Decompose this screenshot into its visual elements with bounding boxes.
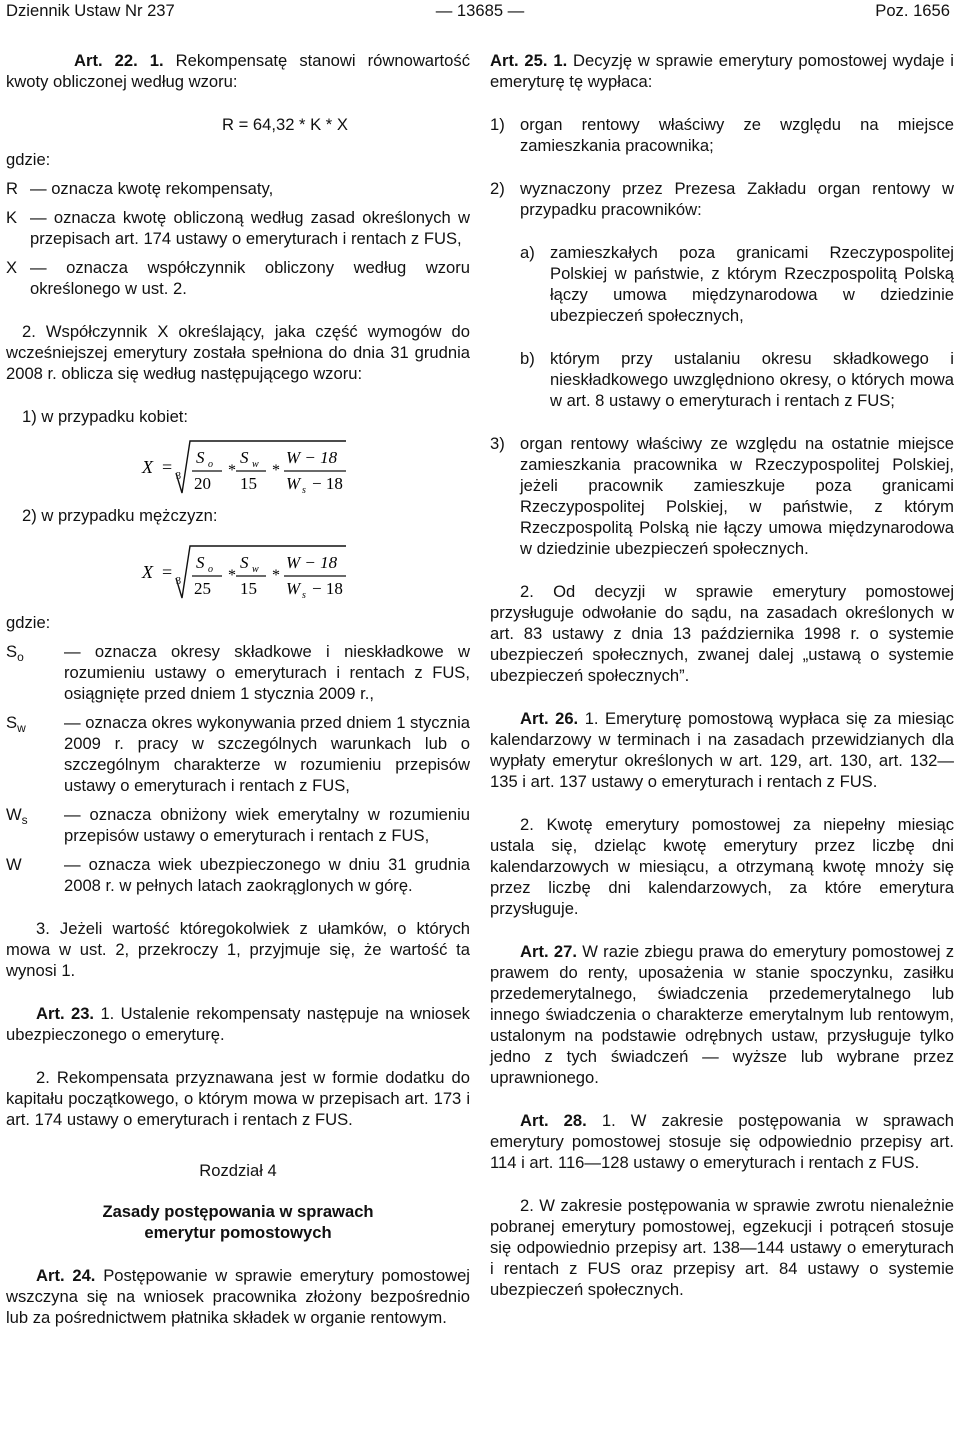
f1-so: S xyxy=(196,448,205,467)
formula-r: R = 64,32 * K * X xyxy=(222,115,348,134)
definition-k-text: — oznacza kwotę obliczoną według zasad określonych w przepisach art. 174 ustawy o emeryturach i rentach z FUS, xyxy=(30,208,470,248)
f2-ws-tail: − 18 xyxy=(312,579,343,598)
f2-so-sub: o xyxy=(208,564,213,575)
f1-star2: * xyxy=(272,462,280,479)
art24-heading: Art. 24. xyxy=(36,1266,96,1285)
f1-sw: S xyxy=(240,448,249,467)
art22-text: Rekompensatę stanowi równowartość kwoty obliczonej według wzoru: xyxy=(6,51,470,91)
f2-ws: W xyxy=(286,579,301,598)
f1-so-sub: o xyxy=(208,459,213,470)
gdzie-label-1: gdzie: xyxy=(6,150,51,169)
f2-root-index: 3 xyxy=(176,576,181,587)
art23-heading: Art. 23. xyxy=(36,1004,95,1023)
f2-w: W − 18 xyxy=(286,553,338,572)
definitions-2 xyxy=(6,641,470,896)
definition-r-text: — oznacza kwotę rekompensaty, xyxy=(30,179,274,198)
journal-title: Dziennik Ustaw Nr 237 xyxy=(6,1,175,20)
definition-r xyxy=(6,178,470,199)
list-item-1: 1) organ rentowy właściwy ze względu na miejsce zamieszkania pracownika; xyxy=(490,115,954,155)
f1-eq: = xyxy=(162,457,173,477)
definition-sw-text: — oznacza okres wykonywania przed dniem 1 stycznia 2009 r. pracy w szczególnych warunkach lub o szczególnym charakterze w rozumieniu przepisów ustawy o emeryturach i rentach z FUS, xyxy=(64,713,470,795)
art24-paragraph: Art. 24. Postępowanie w sprawie emerytury pomostowej wszczyna się na wniosek pracownika złożony bezpośrednio lub za pośrednictwem płatnika składek w organie rentowym. xyxy=(6,1266,470,1327)
formula-women xyxy=(136,433,356,499)
f1-w: W − 18 xyxy=(286,448,338,467)
symbol-so: $S_o$ xyxy=(6,642,24,664)
definition-x-text: — oznacza współczynnik obliczony według wzoru określonego w ust. 2. xyxy=(30,258,470,298)
definition-w-text: — oznacza wiek ubezpieczonego w dniu 31 grudnia 2008 r. w pełnych latach zaokrąglonych w górę. xyxy=(64,855,470,895)
f2-sw-sub: w xyxy=(252,564,259,575)
art22-heading: Art. 22. 1. xyxy=(74,51,164,70)
sublist xyxy=(490,242,954,411)
paragraph-3: 3. Jeżeli wartość któregokolwiek z ułamków, o których mowa w ust. 2, przekroczy 1, przyjmuje się, że wartość ta wynosi 1. xyxy=(6,919,470,980)
left-column xyxy=(6,50,470,1328)
art25-paragraph1: Art. 25. 1. Decyzję w sprawie emerytury pomostowej wydaje i emeryturę tę wypłaca: xyxy=(490,51,954,91)
f1-d2: 15 xyxy=(240,474,257,493)
formula-men xyxy=(136,538,356,604)
position-number: Poz. 1656 xyxy=(875,1,950,20)
f2-eq: = xyxy=(162,562,173,582)
definition-so-text: — oznacza okresy składkowe i nieskładkowe w rozumieniu ustawy o emeryturach i rentach z FUS, osiągnięte przed dniem 1 stycznia 2009 r., xyxy=(64,642,470,703)
symbol-w: W xyxy=(6,855,22,874)
definition-ws xyxy=(6,804,470,846)
case-women: 1) w przypadku kobiet: xyxy=(22,407,189,426)
symbol-sw: $S_w$ xyxy=(6,713,26,735)
f2-star1: * xyxy=(228,567,236,584)
f2-d2: 15 xyxy=(240,579,257,598)
case-men: 2) w przypadku mężczyzn: xyxy=(22,506,218,525)
chapter-title: Zasady postępowania w sprawach emerytur pomostowych xyxy=(102,1202,374,1242)
page-header xyxy=(0,0,960,28)
f2-star2: * xyxy=(272,567,280,584)
symbol-k: K xyxy=(6,208,18,227)
f1-ws: W xyxy=(286,474,301,493)
definition-w xyxy=(6,854,470,896)
f2-sw: S xyxy=(240,553,249,572)
art26-paragraph1: Art. 26. 1. Emeryturę pomostową wypłaca się za miesiąc kalendarzowy w terminach i na zasadach przewidzianych dla wypłaty emerytur określonych w art. 129, art. 130, art. 132—135 i art. 137 ustawy o emeryturach i rentach z FUS. xyxy=(490,709,954,791)
f1-ws-tail: − 18 xyxy=(312,474,343,493)
symbol-x: X xyxy=(6,258,18,277)
art26-paragraph2: 2. Kwotę emerytury pomostowej za niepełny miesiąc ustala się, dzieląc kwotę emerytury przez liczbę dni kalendarzowych w miesiącu, a otrzymaną kwotę mnoży się przez liczbę dni kalendarzowych, za które emerytura przysługuje. xyxy=(490,815,954,918)
art25-heading: Art. 25. 1. xyxy=(490,51,568,70)
list-item-3: 3) organ rentowy właściwy ze względu na ostatnie miejsce zamieszkania pracownika w Rzeczypospolitej Polskiej, jeżeli pracownik zamieszkuje poza granicami Rzeczypospolitej Polskiej, w państwie, z którym Rzeczpospolitą Polską nie łączy umowa międzynarodowa w dziedzinie ubezpieczeń społecznych. xyxy=(490,434,954,558)
f1-ws-sub: s xyxy=(302,485,306,496)
f1-x: X xyxy=(142,457,153,477)
art28-paragraph2: 2. W zakresie postępowania w sprawie zwrotu nienależnie pobranej emerytury pomostowej, egzekucji i potrąceń stosuje się odpowiednio przepisy art. 138—144 ustawy o emeryturach i rentach z FUS oraz przepisy art. 84 ustawy o systemie ubezpieczeń społecznych. xyxy=(490,1196,954,1299)
art28-heading: Art. 28. xyxy=(520,1111,587,1130)
f2-so: S xyxy=(196,553,205,572)
definition-so xyxy=(6,641,470,704)
art28-paragraph1: Art. 28. 1. W zakresie postępowania w sprawach emerytury pomostowej stosuje się odpowiednio przepisy art. 114 i art. 116—128 ustawy o emeryturach i rentach z FUS. xyxy=(490,1111,954,1172)
art27-paragraph: Art. 27. W razie zbiegu prawa do emerytury pomostowej z prawem do renty, uposażenia w stanie spoczynku, zasiłku przedemerytalnego, świadczenia przedemerytalnego lub innego świadczenia o charakterze emerytalnym lub rentowym, ustalonym na podstawie odrębnych ustaw, przysługuje tylko jedno z tych świadczeń — wyższe lub wybrane przez uprawnionego. xyxy=(490,942,954,1087)
art27-heading: Art. 27. xyxy=(520,942,577,961)
f1-d1: 20 xyxy=(194,474,211,493)
definition-k xyxy=(6,207,470,249)
symbol-ws: $W_s$ xyxy=(6,805,28,827)
art26-heading: Art. 26. xyxy=(520,709,579,728)
f2-ws-sub: s xyxy=(302,590,306,601)
sublist-item-b: b) którym przy ustalaniu okresu składkowego i nieskładkowego uwzględniono okresy, o których mowa w art. 8 ustawy o emeryturach i rentach z FUS; xyxy=(520,349,954,410)
art23-paragraph1: Art. 23. 1. Ustalenie rekompensaty następuje na wniosek ubezpieczonego o emeryturę. xyxy=(6,1004,470,1044)
symbol-r: R xyxy=(6,179,18,198)
art23-paragraph2: 2. Rekompensata przyznawana jest w formie dodatku do kapitału początkowego, o którym mowa w przepisach art. 173 i art. 174 ustawy o emeryturach i rentach z FUS. xyxy=(6,1068,470,1129)
chapter-number: Rozdział 4 xyxy=(199,1161,277,1180)
f1-star1: * xyxy=(228,462,236,479)
paragraph-2: 2. Współczynnik X określający, jaka część wymogów do wcześniejszej emerytury została spełniona do dnia 31 grudnia 2008 r. oblicza się według następującego wzoru: xyxy=(6,322,470,383)
art25-paragraph2: 2. Od decyzji w sprawie emerytury pomostowej przysługuje odwołanie do sądu, na zasadach określonych w art. 83 ustawy z dnia 13 października 1998 r. o systemie ubezpieczeń społecznych, zwanej dalej „ustawą o systemie ubezpieczeń społecznych”. xyxy=(490,582,954,685)
f2-d1: 25 xyxy=(194,579,211,598)
definition-ws-text: — oznacza obniżony wiek emerytalny w rozumieniu przepisów ustawy o emeryturach i rentach z FUS, xyxy=(64,805,470,845)
gdzie-label-2: gdzie: xyxy=(6,613,51,632)
definition-sw xyxy=(6,712,470,796)
definition-x xyxy=(6,257,470,299)
art22-paragraph1 xyxy=(6,50,470,92)
f1-sw-sub: w xyxy=(252,459,259,470)
page-number: — 13685 — xyxy=(435,1,525,20)
list-item-2: 2) wyznaczony przez Prezesa Zakładu organ rentowy w przypadku pracowników: xyxy=(490,179,954,219)
right-column xyxy=(490,50,954,1300)
f2-x: X xyxy=(142,562,153,582)
f1-root-index: 3 xyxy=(176,471,181,482)
definitions-1 xyxy=(6,178,470,299)
sublist-item-a: a) zamieszkałych poza granicami Rzeczypospolitej Polskiej w państwie, z którym Rzeczpospolitą Polską łączy umowa międzynarodowa w dziedzinie ubezpieczeń społecznych, xyxy=(520,243,954,325)
